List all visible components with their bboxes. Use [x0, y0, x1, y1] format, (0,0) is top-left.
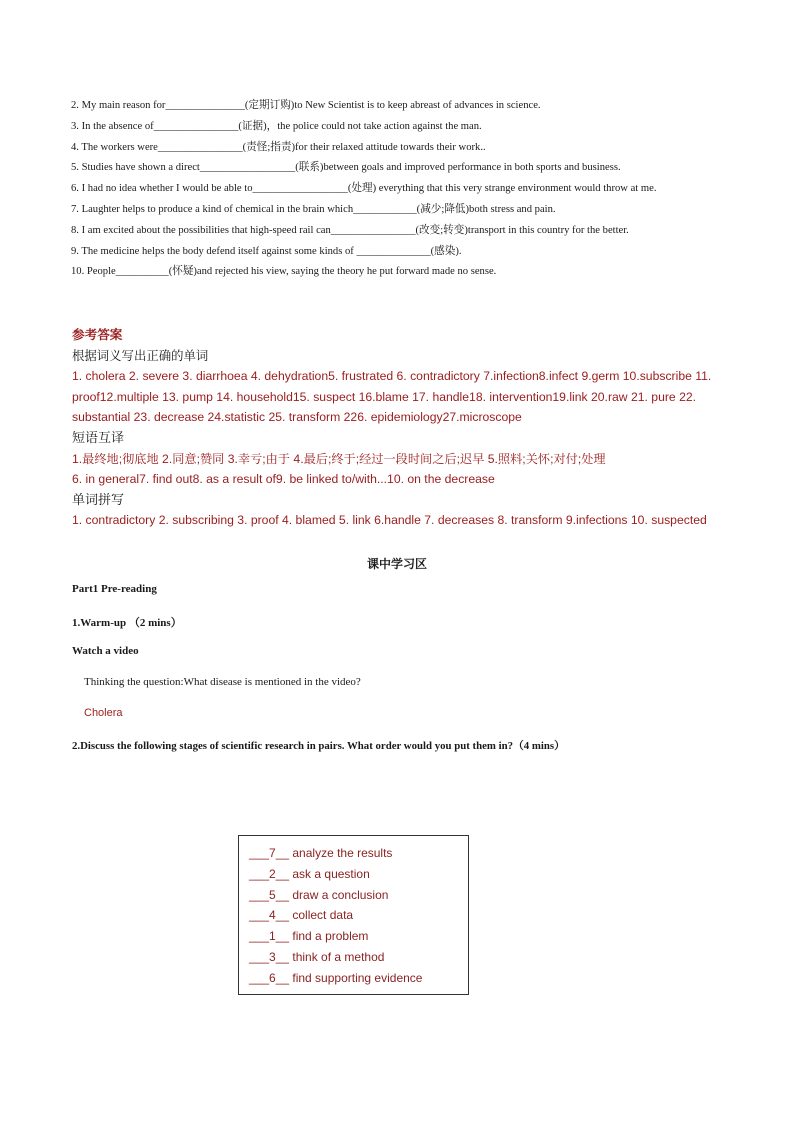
exercise-item: 2. My main reason for_______________(定期订购)to New Scientist is to keep abreast of advances in science. — [71, 100, 541, 111]
watch-video-label: Watch a video — [72, 645, 139, 657]
exercise-item: 8. I am excited about the possibilities that high-speed rail can________________(改变;转变)transport in this country for the better. — [71, 224, 629, 236]
exercise-item: 5. Studies have shown a direct__________________(联系)between goals and improved performance in both sports and business. — [71, 162, 621, 174]
answer-key-heading: 参考答案 — [72, 328, 123, 342]
exercise-item: 6. I had no idea whether I would be able to__________________(处理) everything that this very strange environment would throw at me. — [71, 183, 657, 195]
section-title-spelling: 单词拼写 — [72, 491, 125, 507]
part1-title: Part1 Pre-reading — [72, 583, 157, 595]
section-title-word-meaning: 根据词义写出正确的单词 — [72, 348, 209, 363]
answer-text-phrases-2: 6. in general7. find out8. as a result of9. be linked to/with...10. on the decrease — [72, 472, 495, 487]
stage-item: ___2__ ask a question — [249, 866, 370, 881]
warmup-title: 1.Warm-up （2 mins） — [72, 617, 182, 629]
exercise-item: 3. In the absence of________________(证据)，the police could not take action against the man. — [71, 120, 482, 132]
exercise-item: 4. The workers were________________(责怪;指责)for their relaxed attitude towards their work.. — [71, 141, 486, 153]
exercise-item: 9. The medicine helps the body defend itself against some kinds of ______________(感染). — [71, 245, 462, 257]
answer-text-words: 1. cholera 2. severe 3. diarrhoea 4. dehydration5. frustrated 6. contradictory 7.infection8.infect 9.germ 10.subscribe 11. proof12.multiple 13. pump 14. household15. suspect 16.blame 17. handle18. intervention19.link 20.raw 21. pure 22. substantial 23. decrease 24.statistic 25. transform 226. epidemiology27.microscope — [72, 369, 712, 425]
answer-key — [72, 325, 732, 531]
stage-item: ___7__ analyze the results — [249, 846, 393, 860]
stage-item: ___5__ draw a conclusion — [249, 887, 389, 902]
exercise-item: 7. Laughter helps to produce a kind of chemical in the brain which____________(减少;降低)both stress and pain. — [71, 203, 556, 215]
exercise-item: 10. People__________(怀疑)and rejected his view, saying the theory he put forward made no sense. — [71, 266, 497, 278]
question-answer: Cholera — [84, 707, 123, 719]
stage-item: ___1__ find a problem — [249, 929, 369, 944]
stage-item: ___6__ find supporting evidence — [249, 970, 423, 985]
class-section-title: 课中学习区 — [366, 557, 427, 571]
section-title-phrase-translation: 短语互译 — [72, 429, 125, 445]
answer-text-spelling: 1. contradictory 2. subscribing 3. proof 4. blamed 5. link 6.handle 7. decreases 8. transform 9.infections 10. suspected — [72, 513, 707, 528]
stage-item: ___3__ think of a method — [249, 949, 385, 964]
stage-item: ___4__ collect data — [249, 908, 354, 923]
exercise-list — [71, 96, 731, 283]
stages-box — [238, 835, 469, 995]
answer-text-phrases-1: 1.最终地;彻底地 2.同意;赞同 3.幸亏;由于 4.最后;终于;经过一段时间之后;迟早 5.照料;关怀;对付;处理 — [72, 451, 606, 466]
question-text: Thinking the question:What disease is mentioned in the video? — [84, 676, 361, 688]
discuss-title: 2.Discuss the following stages of scientific research in pairs. What order would you put them in?（4 mins） — [72, 740, 565, 752]
